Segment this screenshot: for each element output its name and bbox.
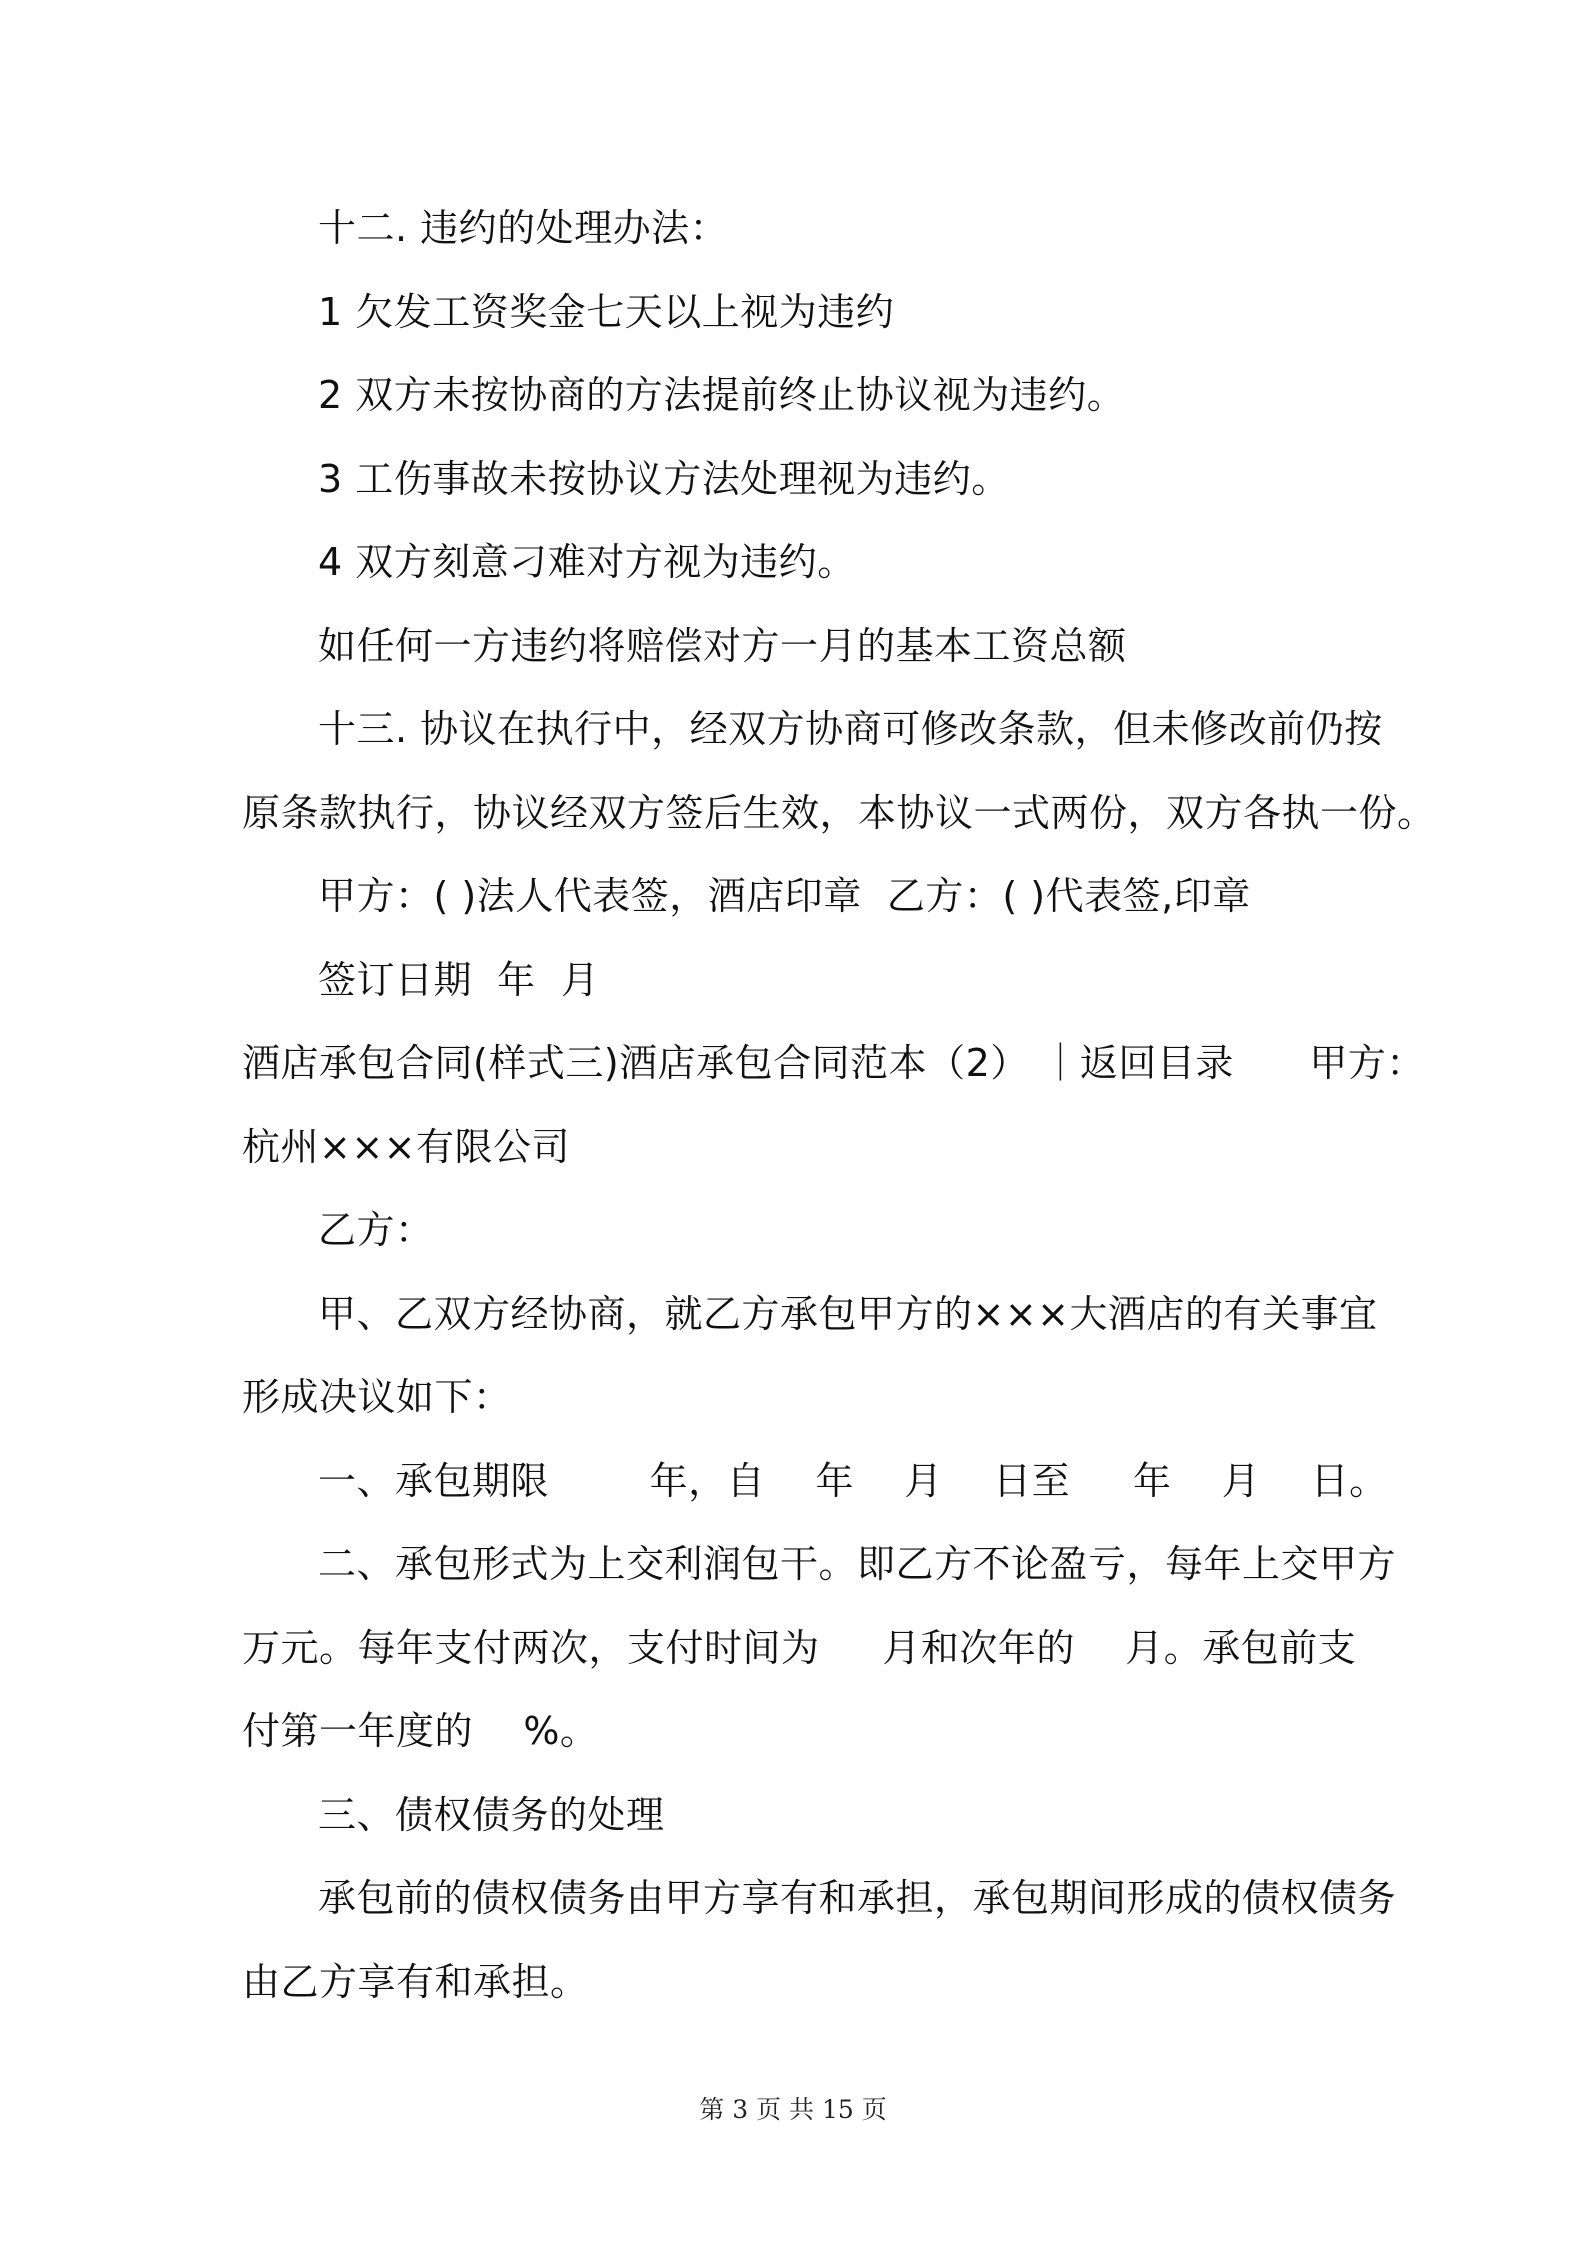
text-line: 十三. 协议在执行中，经双方协商可修改条款，但未修改前仍按 — [318, 707, 1383, 751]
text-line: 如任何一方违约将赔偿对方一月的基本工资总额 — [318, 624, 1127, 668]
text-line: 原条款执行，协议经双方签后生效，本协议一式两份，双方各执一份。 — [242, 791, 1436, 835]
text-line: 乙方： — [318, 1208, 434, 1252]
text-line: 二、承包形式为上交利润包干。即乙方不论盈亏，每年上交甲方 — [318, 1542, 1397, 1586]
text-line: 十二. 违约的处理办法： — [318, 206, 729, 250]
text-line: 酒店承包合同(样式三)酒店承包合同范本（2） ｜返回目录 甲方： — [242, 1041, 1425, 1085]
text-line: 甲方：( )法人代表签，酒店印章 乙方：( )代表签,印章 — [318, 874, 1251, 918]
text-line: 2 双方未按协商的方法提前终止协议视为违约。 — [318, 373, 1126, 417]
text-line: 三、债权债务的处理 — [318, 1793, 665, 1837]
text-line: 4 双方刻意刁难对方视为违约。 — [318, 540, 856, 584]
page-number-footer: 第 3 页 共 15 页 — [699, 2095, 887, 2124]
text-line: 承包前的债权债务由甲方享有和承担，承包期间形成的债权债务 — [318, 1876, 1397, 1920]
text-line: 万元。每年支付两次，支付时间为 月和次年的 月。承包前支 — [242, 1626, 1357, 1670]
text-line: 签订日期 年 月 — [318, 958, 600, 1002]
text-line: 由乙方享有和承担。 — [242, 1960, 589, 2004]
text-line: 3 工伤事故未按协议方法处理视为违约。 — [318, 457, 1010, 501]
text-line: 形成决议如下： — [242, 1375, 512, 1419]
text-line: 1 欠发工资奖金七天以上视为违约 — [318, 290, 895, 334]
text-line: 甲、乙双方经协商，就乙方承包甲方的×××大酒店的有关事宜 — [318, 1292, 1378, 1336]
text-line: 一、承包期限 年，自 年 月 日至 年 月 日。 — [318, 1459, 1388, 1503]
text-line: 杭州×××有限公司 — [242, 1125, 571, 1169]
text-line: 付第一年度的 %。 — [242, 1709, 599, 1753]
